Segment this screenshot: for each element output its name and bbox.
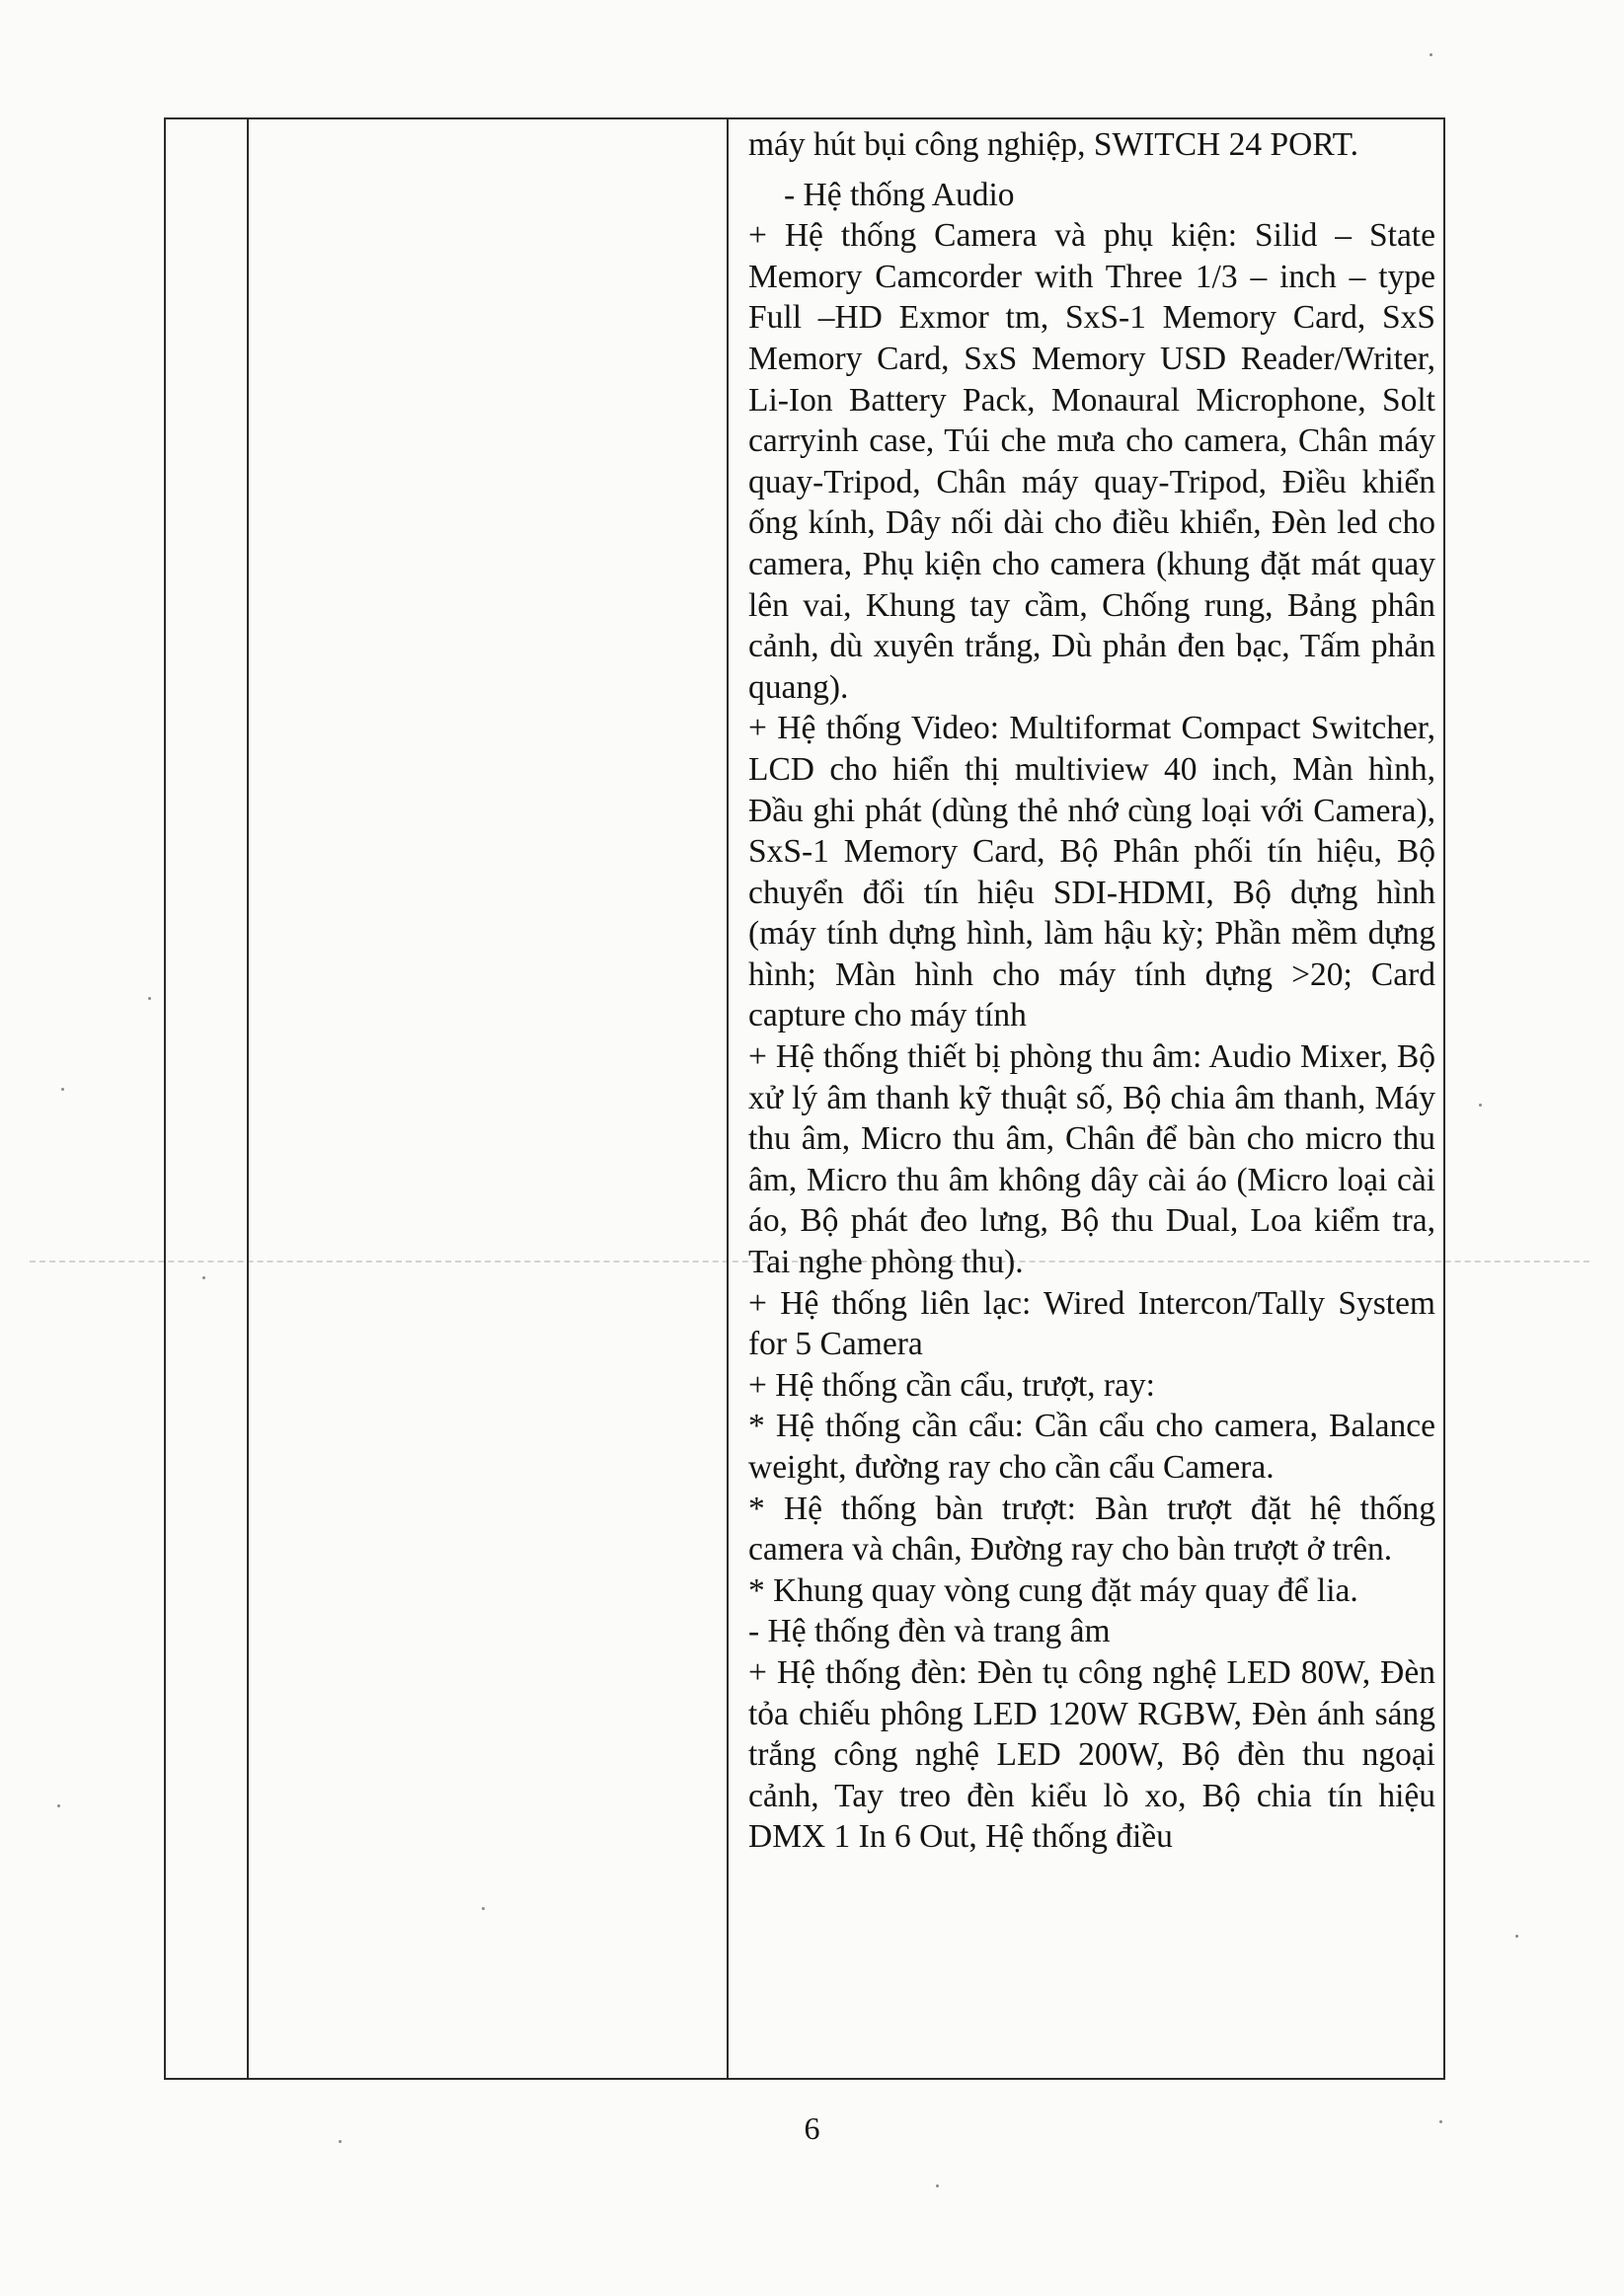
scan-speck <box>61 1088 64 1091</box>
index-column-cell <box>165 118 248 2079</box>
scan-speck <box>1479 1104 1482 1107</box>
name-column-cell <box>248 118 728 2079</box>
scan-speck <box>57 1804 60 1807</box>
scan-speck <box>936 2184 939 2187</box>
description-text <box>729 119 1443 1858</box>
text-line: + Hệ thống cần cẩu, trượt, ray: <box>748 1366 1155 1404</box>
text-paragraph: + Hệ thống thiết bị phòng thu âm: Audio Mixer, Bộ xử lý âm thanh kỹ thuật số, Bộ chia âm thanh, Máy thu âm, Micro thu âm, Chân để bàn cho micro thu âm, Micro thu âm không dây cài áo (Micro loại cài áo, Bộ phát đeo lưng, Bộ thu Dual, Loa kiểm tra, Tai nghe phòng thu). <box>748 1038 1435 1281</box>
description-cell <box>728 118 1444 2079</box>
text-paragraph: + Hệ thống đèn: Đèn tụ công nghệ LED 80W, Đèn tỏa chiếu phông LED 120W RGBW, Đèn ánh sáng trắng công nghệ LED 200W, Bộ đèn thu ngoại cảnh, Tay treo đèn kiểu lò xo, Bộ chia tín hiệu DMX 1 In 6 Out, Hệ thống điều <box>748 1653 1435 1856</box>
text-line: - Hệ thống đèn và trang âm <box>748 1613 1111 1650</box>
scan-speck <box>148 997 151 1000</box>
text-paragraph: + Hệ thống Video: Multiformat Compact Switcher, LCD cho hiển thị multiview 40 inch, Màn hình, Đầu ghi phát (dùng thẻ nhớ cùng loại với Camera), SxS-1 Memory Card, Bộ Phân phối tín hiệu, Bộ chuyển đổi tín hiệu SDI-HDMI, Bộ dựng hình (máy tính dựng hình, làm hậu kỳ; Phần mềm dựng hình; Màn hình cho máy tính dựng >20; Card capture cho máy tính <box>748 710 1435 1034</box>
text-paragraph: * Hệ thống cần cẩu: Cần cẩu cho camera, Balance weight, đường ray cho cần cẩu Camera. <box>748 1408 1435 1486</box>
text-line: máy hút bụi công nghiệp, SWITCH 24 PORT. <box>748 126 1358 163</box>
content-table <box>164 117 1445 2080</box>
text-paragraph: * Hệ thống bàn trượt: Bàn trượt đặt hệ thống camera và chân, Đường ray cho bàn trượt ở trên. <box>748 1490 1435 1569</box>
scan-speck <box>1515 1935 1518 1938</box>
table-row <box>165 118 1444 2079</box>
page-number: 6 <box>804 2110 820 2146</box>
text-line: * Khung quay vòng cung đặt máy quay để lia. <box>748 1571 1358 1609</box>
text-paragraph: + Hệ thống Camera và phụ kiện: Silid – State Memory Camcorder with Three 1/3 – inch – type Full –HD Exmor tm, SxS-1 Memory Card, SxS Memory Card, SxS Memory USD Reader/Writer, Li-Ion Battery Pack, Monaural Microphone, Solt carryinh case, Túi che mưa cho camera, Chân máy quay-Tripod, Chân máy quay-Tripod, Điều khiển ống kính, Dây nối dài cho điều khiển, Đèn led cho camera, Phụ kiện cho camera (khung đặt mát quay lên vai, Khung tay cầm, Chống rung, Bảng phân cảnh, dù xuyên trắng, Dù phản đen bạc, Tấm phản quang). <box>748 217 1435 706</box>
text-line: - Hệ thống Audio <box>784 176 1015 213</box>
text-paragraph: + Hệ thống liên lạc: Wired Intercon/Tally System for 5 Camera <box>748 1284 1435 1363</box>
scan-speck <box>1430 53 1432 56</box>
